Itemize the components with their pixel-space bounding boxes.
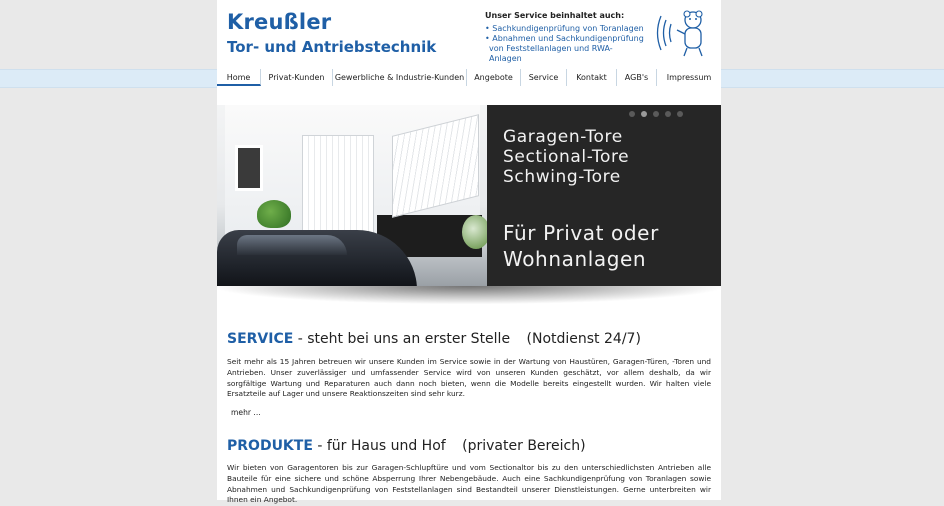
main-nav <box>217 69 721 87</box>
hero-line-schwing: Schwing-Tore <box>503 167 621 187</box>
produkte-heading-rest: - für Haus und Hof <box>312 438 446 454</box>
nav-service[interactable]: Service <box>521 69 567 86</box>
brand-subtitle: Tor- und Antriebstechnik <box>227 38 437 56</box>
slider-dot[interactable] <box>629 111 635 117</box>
slider-dots <box>629 111 683 117</box>
service-more-link[interactable]: mehr ... <box>231 408 261 417</box>
nav-privat-kunden[interactable]: Privat-Kunden <box>261 69 333 86</box>
nav-home[interactable]: Home <box>217 69 261 86</box>
mascot-logo-icon <box>651 8 713 58</box>
hero-slider[interactable] <box>217 105 721 286</box>
brand-title[interactable]: Kreußler <box>227 10 332 34</box>
slider-shadow <box>217 286 721 304</box>
hero-caption <box>487 105 721 286</box>
hero-headline-1: Für Privat oder <box>503 221 659 245</box>
hero-headline-2: Wohnanlagen <box>503 247 647 271</box>
slider-dot[interactable] <box>653 111 659 117</box>
nav-gewerbliche-kunden[interactable]: Gewerbliche & Industrie-Kunden <box>333 69 467 86</box>
slider-dot[interactable] <box>641 111 647 117</box>
hero-photo-garage <box>217 105 487 286</box>
service-info-title: Unser Service beinhaltet auch: <box>485 11 625 20</box>
service-text: Seit mehr als 15 Jahren betreuen wir unsere Kunden im Service sowie in der Wartung von Haustüren, Garagen-Türen, -Toren und Antrieben. Unser zuverlässiger und umfassender Service wird von unseren Kunden geschätzt, vor allem deshalb, da wir sorgfältige Wartung und Reparaturen auch dann noch bieten, wenn die Modelle bereits eingestellt wurden. Wir halten viele Ersatzteile auf Lager und unsere Reaktionszeiten sind sehr kurz. <box>227 357 711 399</box>
service-heading-rest: - steht bei uns an erster Stelle <box>293 331 511 347</box>
service-info-item-toranlagen[interactable]: • Sachkundigenprüfung von Toranlagen <box>485 24 644 33</box>
slider-dot[interactable] <box>665 111 671 117</box>
nav-agb[interactable]: AGB's <box>617 69 657 86</box>
hero-line-garagen: Garagen-Tore <box>503 127 623 147</box>
service-heading-strong: SERVICE <box>227 331 294 347</box>
service-info-item-feststellanlagen[interactable] <box>485 34 645 64</box>
service-info-box <box>485 11 645 64</box>
service-heading <box>227 331 641 347</box>
hero-line-sectional: Sectional-Tore <box>503 147 630 167</box>
service-info-item-line2: von Feststellanlagen und RWA-Anlagen <box>489 44 613 63</box>
produkte-heading-strong: PRODUKTE <box>227 438 313 454</box>
slider-dot[interactable] <box>677 111 683 117</box>
nav-kontakt[interactable]: Kontakt <box>567 69 617 86</box>
nav-angebote[interactable]: Angebote <box>467 69 521 86</box>
service-heading-note: (Notdienst 24/7) <box>526 331 641 347</box>
produkte-text: Wir bieten von Garagentoren bis zur Garagen-Schlupftüre und vom Sectionaltor bis zu den unterschiedlichsten Antrieben alle Bauteile für eine sichere und schöne Absperrung Ihrer Nebengebäude. Auch eine Sachkundigenprüfung von Toranlagen sowie Abnahmen und Sachkundigenprüfung von Feststellanlagen sind Bestandteil unserer Dienstleistungen. Gerne unterbreiten wir Ihnen ein Angebot. <box>227 463 711 505</box>
nav-impressum[interactable]: Impressum <box>666 73 712 82</box>
produkte-heading-note: (privater Bereich) <box>462 438 586 454</box>
produkte-heading <box>227 438 586 454</box>
service-info-item-line1: • Abnahmen und Sachkundigenprüfung <box>485 34 644 43</box>
